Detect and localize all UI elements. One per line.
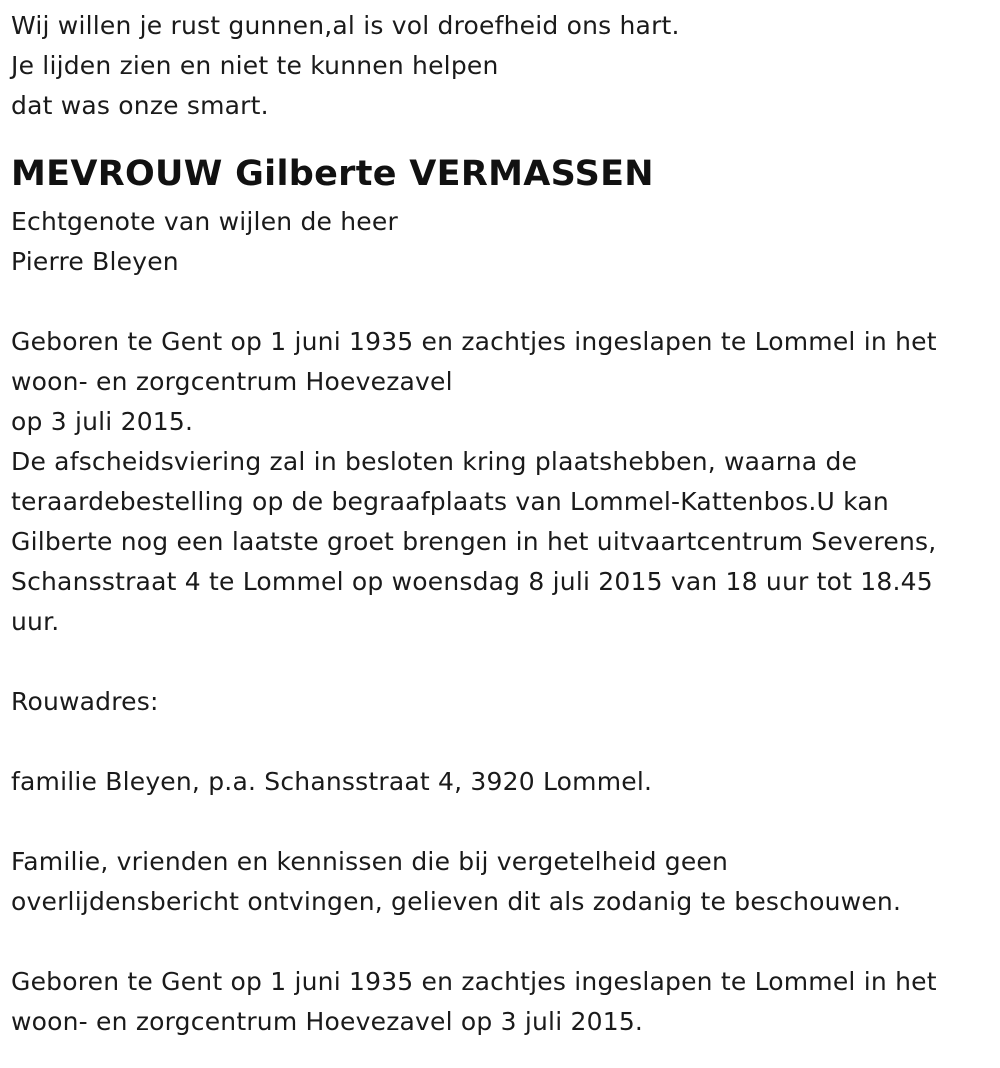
ceremony-line: Gilberte nog een laatste groet brengen in het uitvaartcentrum Severens, — [11, 527, 937, 556]
address-label: Rouwadres: — [11, 687, 159, 716]
ceremony-line: De afscheidsviering zal in besloten kring plaatshebben, waarna de — [11, 447, 858, 476]
spacer — [11, 642, 991, 682]
relation-line: Echtgenote van wijlen de heer — [11, 207, 398, 236]
spacer — [11, 126, 991, 146]
poem-block — [11, 6, 991, 126]
birth-line: op 3 juli 2015. — [11, 407, 194, 436]
address-value: familie Bleyen, p.a. Schansstraat 4, 3920 Lommel. — [11, 767, 653, 796]
ceremony-line: teraardebestelling op de begraafplaats van Lommel-Kattenbos.U kan — [11, 487, 889, 516]
birth-line: Geboren te Gent op 1 juni 1935 en zachtjes ingeslapen te Lommel in het — [11, 327, 937, 356]
poem-line: dat was onze smart. — [11, 91, 269, 120]
ceremony-line: Schansstraat 4 te Lommel op woensdag 8 juli 2015 van 18 uur tot 18.45 — [11, 567, 933, 596]
spacer — [11, 722, 991, 762]
notice-block — [11, 842, 991, 922]
spacer — [11, 922, 991, 962]
summary-block — [11, 962, 991, 1042]
relation-line: Pierre Bleyen — [11, 247, 179, 276]
notice-line: overlijdensbericht ontvingen, gelieven dit als zodanig te beschouwen. — [11, 887, 902, 916]
summary-line: woon- en zorgcentrum Hoevezavel op 3 juli 2015. — [11, 1007, 644, 1036]
deceased-name: MEVROUW Gilberte VERMASSEN — [11, 154, 654, 194]
birth-line: woon- en zorgcentrum Hoevezavel — [11, 367, 453, 396]
ceremony-line: uur. — [11, 607, 60, 636]
spacer — [11, 282, 991, 322]
deceased-block — [11, 146, 991, 282]
spacer — [11, 802, 991, 842]
details-block — [11, 322, 991, 642]
notice-line: Familie, vrienden en kennissen die bij vergetelheid geen — [11, 847, 729, 876]
summary-line: Geboren te Gent op 1 juni 1935 en zachtjes ingeslapen te Lommel in het — [11, 967, 937, 996]
poem-line: Je lijden zien en niet te kunnen helpen — [11, 51, 499, 80]
poem-line: Wij willen je rust gunnen,al is vol droefheid ons hart. — [11, 11, 680, 40]
obituary-document — [11, 6, 991, 1042]
